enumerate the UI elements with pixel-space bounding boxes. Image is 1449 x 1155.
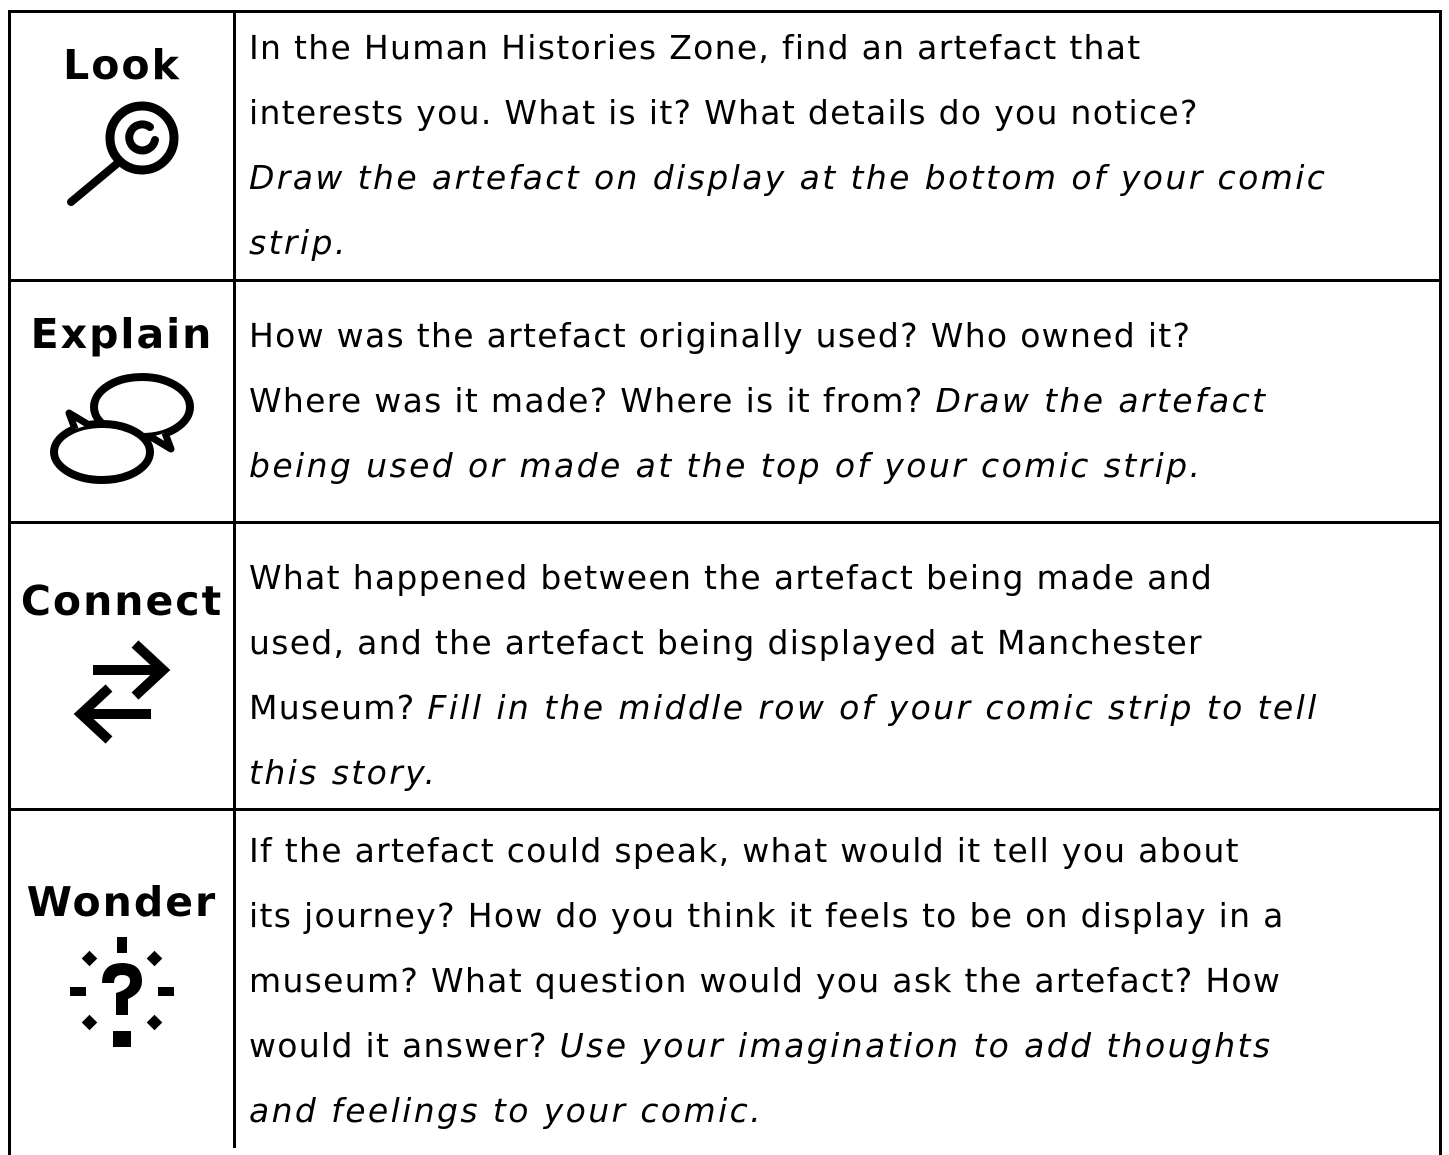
text-line: used, and the artefact being displayed at Manchester [249, 623, 1203, 662]
label-cell-look [11, 13, 236, 279]
magnifying-glass-icon [57, 98, 187, 208]
row-look [11, 13, 1439, 282]
text-line: Where was it made? Where is it from? Draw the artefact [249, 381, 1268, 420]
text-cell-connect [249, 545, 1431, 805]
text-cell-explain [249, 303, 1431, 498]
row-label: Connect [20, 576, 224, 625]
label-cell-wonder [11, 808, 236, 1148]
label-cell-explain [11, 279, 236, 521]
text-cell-look [249, 15, 1431, 275]
row-explain [11, 279, 1439, 524]
row-wonder [11, 808, 1439, 1148]
speech-bubbles-icon [47, 367, 197, 487]
question-bulb-icon [62, 935, 182, 1055]
text-line: and feelings to your comic. [249, 1091, 764, 1130]
text-line: Museum? Fill in the middle row of your comic strip to tell [249, 688, 1319, 727]
text-line: being used or made at the top of your comic strip. [249, 446, 1203, 485]
text-cell-wonder [249, 818, 1431, 1143]
text-line: In the Human Histories Zone, find an artefact that [249, 28, 1142, 67]
text-line: would it answer? Use your imagination to add thoughts [249, 1026, 1273, 1065]
activity-table [8, 10, 1442, 1155]
text-line: this story. [249, 753, 438, 792]
row-connect [11, 521, 1439, 811]
text-line: museum? What question would you ask the artefact? How [249, 961, 1282, 1000]
text-line: How was the artefact originally used? Who owned it? [249, 316, 1192, 355]
text-line: If the artefact could speak, what would it tell you about [249, 831, 1240, 870]
row-label: Wonder [26, 877, 218, 926]
exchange-arrows-icon [67, 634, 177, 749]
text-line: interests you. What is it? What details do you notice? [249, 93, 1199, 132]
row-label: Look [63, 40, 181, 89]
row-label: Explain [30, 309, 214, 358]
label-cell-connect [11, 521, 236, 808]
text-line: Draw the artefact on display at the bottom of your comic [249, 158, 1328, 197]
text-line: strip. [249, 223, 348, 262]
text-line: its journey? How do you think it feels to be on display in a [249, 896, 1285, 935]
text-line: What happened between the artefact being made and [249, 558, 1214, 597]
